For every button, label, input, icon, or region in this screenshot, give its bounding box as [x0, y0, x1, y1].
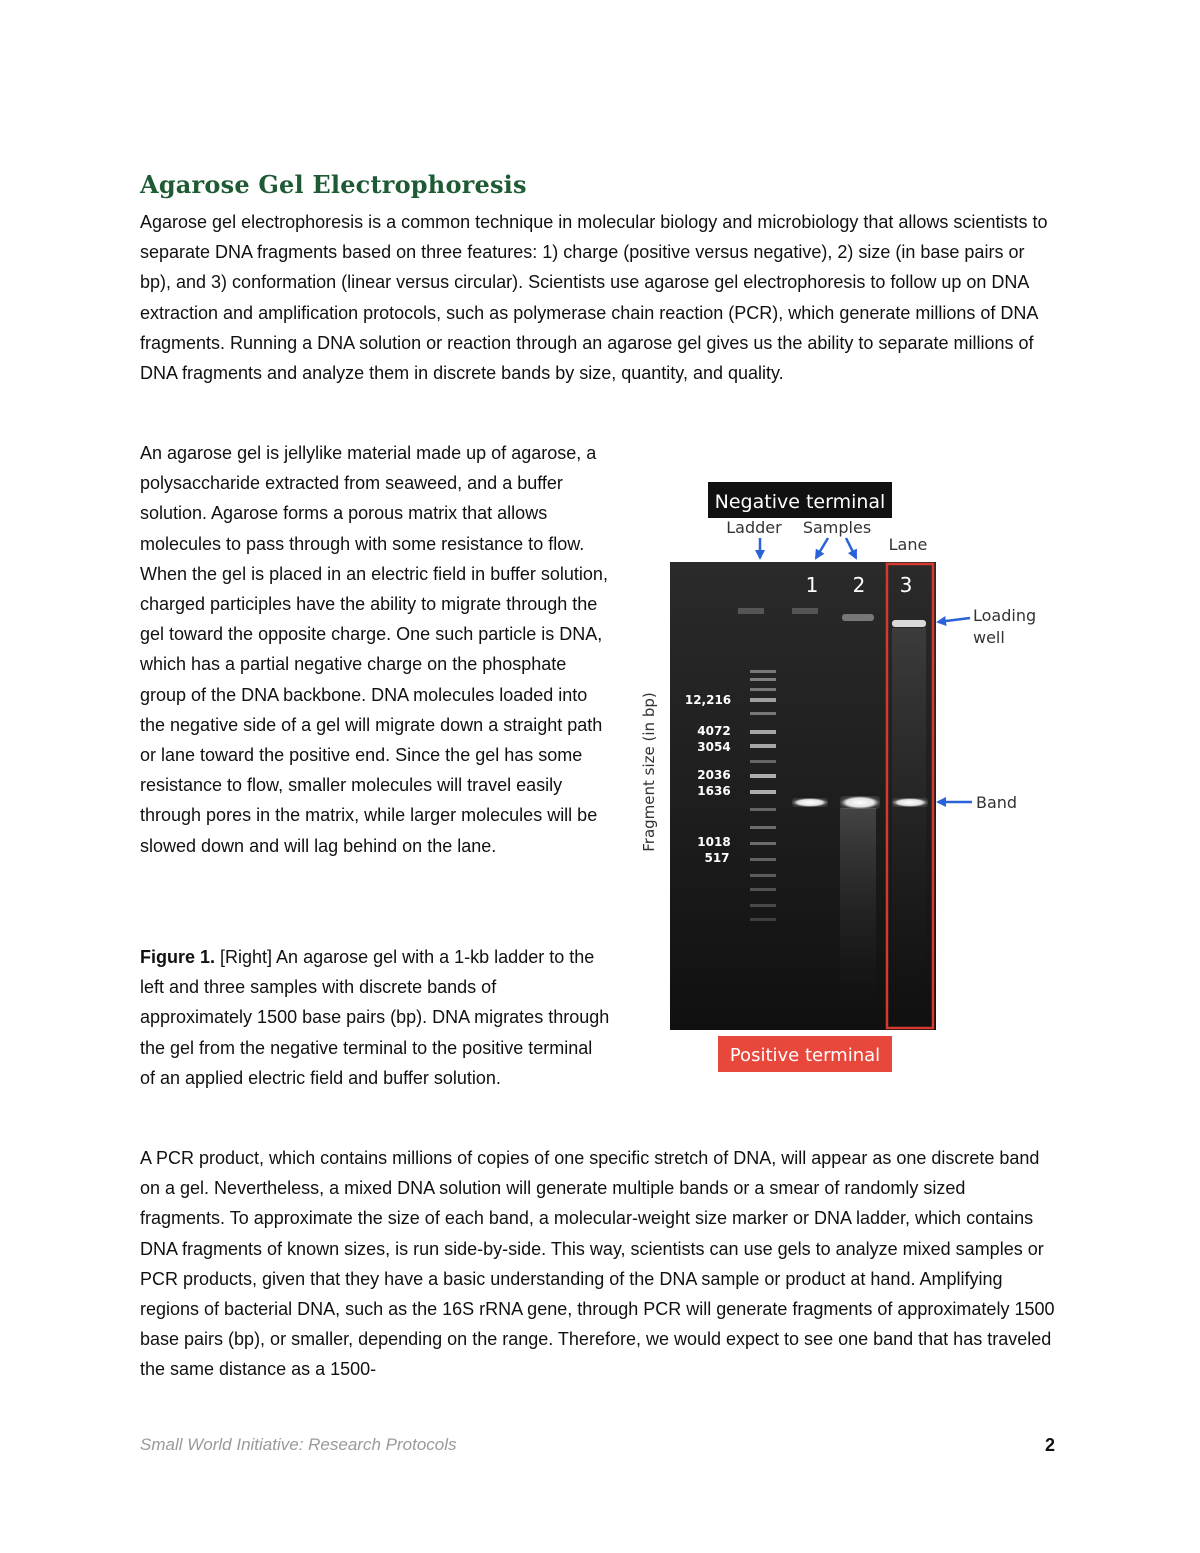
pcr-product-paragraph: A PCR product, which contains millions of copies of one specific stretch of DNA, will appear as one discrete band on a gel. Nevertheless, a mixed DNA solution will generate multiple bands or a smear of randomly sized fragments. To approximate the size of each band, a molecular-weight size marker or DNA ladder, which contains DNA fragments of known sizes, is run side-by-side. This way, scientists can use gels to analyze mixed samples or PCR products, given that they have a basic understanding of the DNA sample or product at hand. Amplifying regions of bacterial DNA, such as the 16S rRNA gene, through PCR will generate fragments of approximately 1500 base pairs (bp), or smaller, depending on the range. Therefore, we would expect to see one band that has traveled the same distance as a 1500-	[140, 1148, 1055, 1380]
well-3	[892, 620, 926, 627]
positive-terminal-label: Positive terminal	[729, 1045, 881, 1066]
ladder-label: Ladder	[726, 518, 782, 537]
lane-number-2: 2	[852, 573, 866, 597]
sample-3-band	[892, 798, 928, 807]
caption-text: [Right] An agarose gel with a 1-kb ladder to the left and three samples with discrete bands of approximately 1500 base pairs (bp). DNA migrates through the gel from the negative terminal to the positive terminal of an applied electric field and buffer solution.	[140, 947, 610, 1088]
page-number: 2	[1045, 1435, 1056, 1455]
well-1	[792, 608, 818, 614]
ladder-size-label: 2036	[697, 768, 731, 782]
intro-paragraph: Agarose gel electrophoresis is a common technique in molecular biology and microbiology that allows scientists to separate DNA fragments based on three features: 1) charge (positive versus negative), 2) size (in base pairs or bp), and 3) conformation (linear versus circular). Scientists use agarose gel electrophoresis to follow up on DNA extraction and amplification protocols, such as polymerase chain reaction (PCR), which generate millions of DNA fragments. Running a DNA solution or reaction through an agarose gel gives us the ability to separate millions of DNA fragments and analyze them in discrete bands by size, quantity, and quality.	[140, 212, 1048, 384]
ladder-size-label: 1636	[697, 784, 731, 798]
well-2	[842, 614, 874, 621]
figure-caption	[140, 942, 610, 1093]
lane-2-smear	[840, 808, 876, 1008]
negative-terminal-label: Negative terminal	[714, 491, 886, 513]
ladder-size-label: 3054	[697, 740, 731, 754]
ladder-size-label: 12,216	[684, 693, 732, 707]
gel-diagram	[630, 478, 1050, 1078]
loading-well-arrow	[938, 618, 970, 622]
ladder-size-label: 517	[704, 851, 730, 865]
sample-2-band	[840, 796, 880, 809]
ladder-size-label: 1018	[697, 835, 731, 849]
fragment-size-axis-label: Fragment size (in bp)	[640, 692, 658, 852]
sample1-arrow	[816, 538, 828, 558]
caption-label: Figure 1.	[140, 947, 216, 967]
negative-terminal-box	[708, 482, 892, 518]
loading-well-label-2: well	[973, 628, 1005, 647]
gel-figure	[630, 478, 1050, 1078]
footer-title: Small World Initiative: Research Protocols	[140, 1435, 457, 1454]
positive-terminal-box	[718, 1036, 892, 1072]
lane-3-smear	[892, 628, 926, 998]
samples-label: Samples	[802, 518, 872, 537]
ladder-size-label: 4072	[697, 724, 731, 738]
sample-1-band	[792, 798, 828, 807]
band-label: Band	[976, 793, 1018, 812]
sample2-arrow	[846, 538, 856, 558]
well-ladder	[738, 608, 764, 614]
gel-description-paragraph: An agarose gel is jellylike material made up of agarose, a polysaccharide extracted from seaweed, and a buffer solution. Agarose forms a porous matrix that allows molecules to pass through with some resistance to flow. When the gel is placed in an electric field in buffer solution, charged participles have the ability to migrate through the gel toward the opposite charge. One such particle is DNA, which has a partial negative charge on the phosphate group of the DNA backbone. DNA molecules loaded into the negative side of a gel will migrate down a straight path or lane toward the positive end. Since the gel has some resistance to flow, smaller molecules will travel easily through pores in the matrix, while larger molecules will be slowed down and will lag behind on the lane.	[140, 443, 608, 856]
lane-number-3: 3	[899, 573, 913, 597]
page-title: Agarose Gel Electrophoresis	[140, 170, 527, 199]
lane-number-1: 1	[805, 573, 819, 597]
loading-well-label: Loading	[973, 606, 1037, 625]
lane-label: Lane	[888, 535, 928, 554]
